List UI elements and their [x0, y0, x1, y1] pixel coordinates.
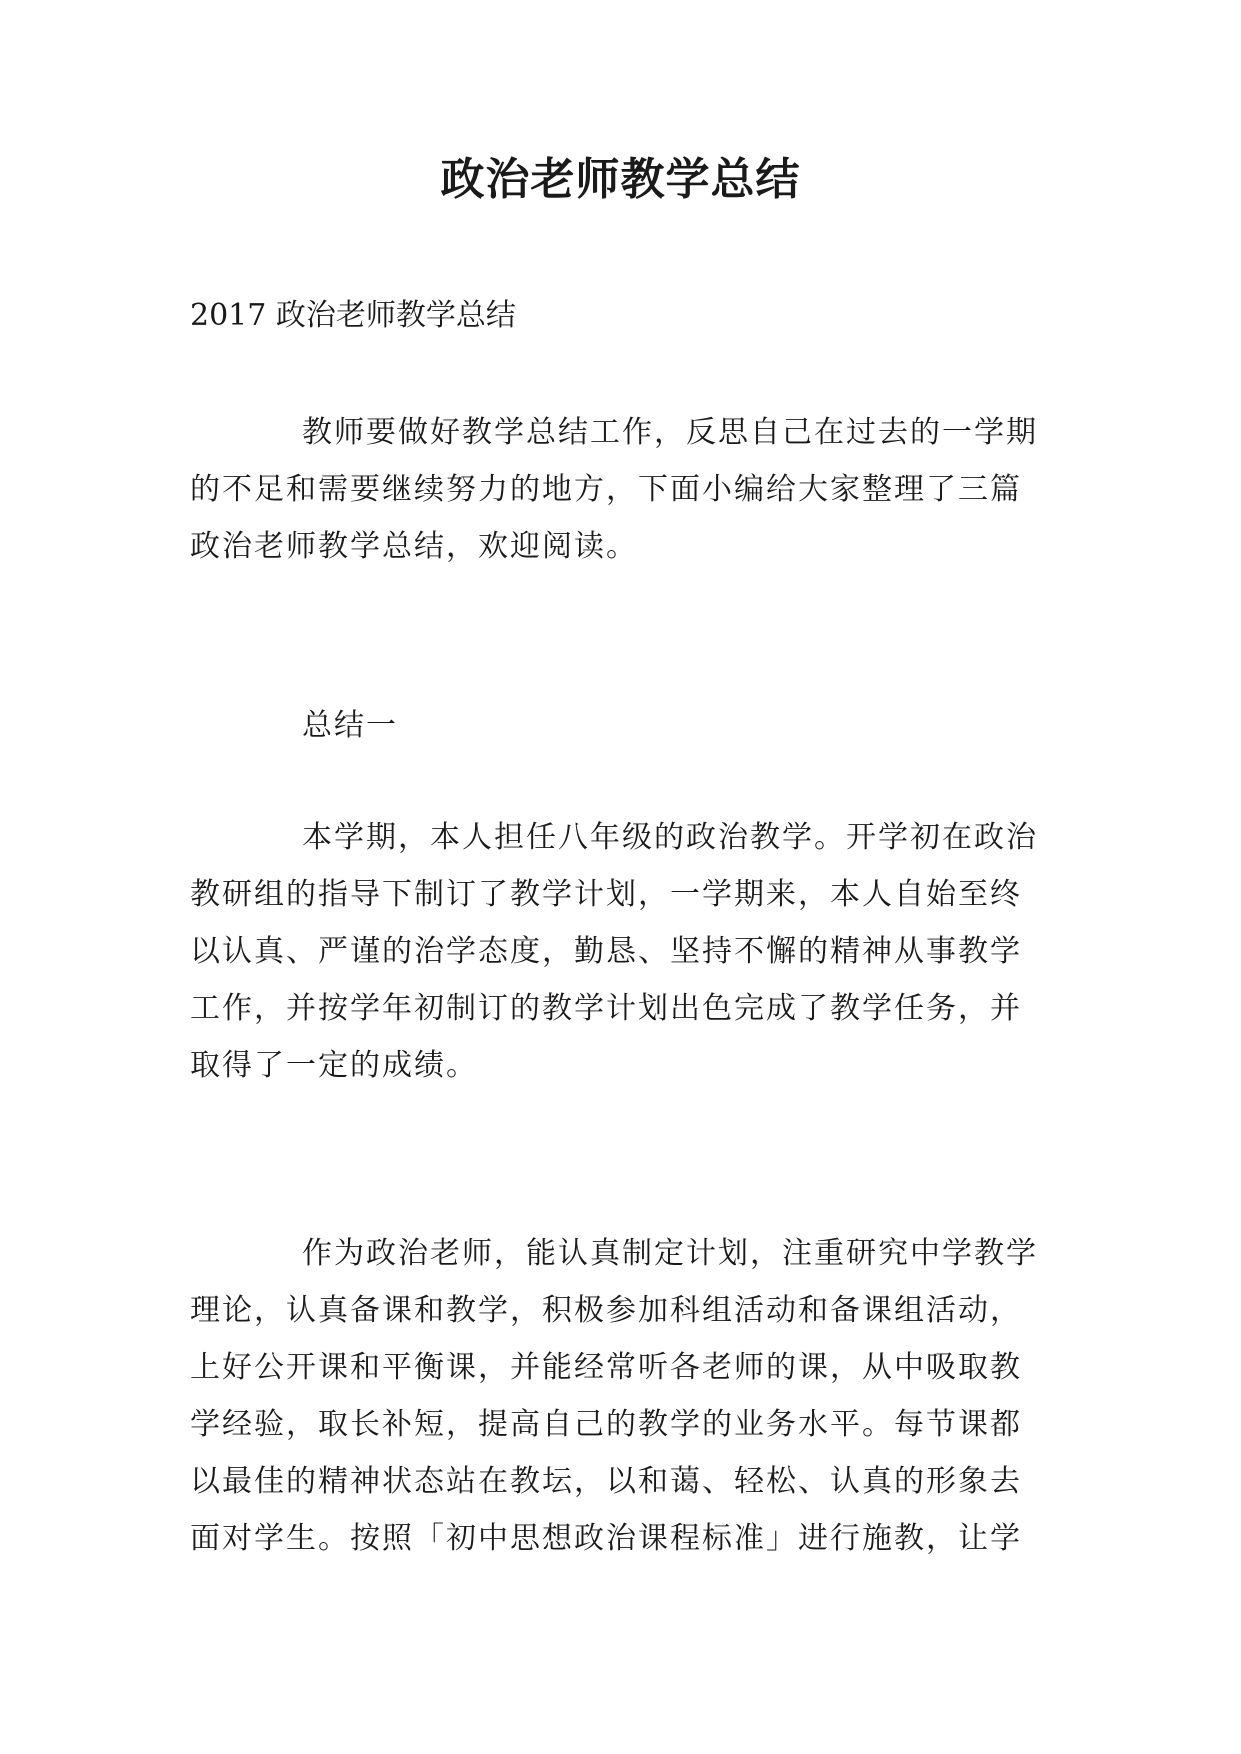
paragraph-line: 取得了一定的成绩。 — [190, 1048, 478, 1083]
intro-paragraph — [190, 404, 1052, 575]
paragraph-line: 学经验，取长补短，提高自己的教学的业务水平。每节课都 — [190, 1407, 1022, 1442]
document-subtitle: 2017 政治老师教学总结 — [190, 298, 516, 333]
paragraph-line: 本学期，本人担任八年级的政治教学。开学初在政治 — [302, 820, 1038, 855]
intro-line: 的不足和需要继续努力的地方，下面小编给大家整理了三篇 — [190, 472, 1022, 507]
intro-line: 教师要做好教学总结工作，反思自己在过去的一学期 — [302, 415, 1038, 450]
paragraph-two — [190, 1225, 1052, 1567]
intro-line: 政治老师教学总结，欢迎阅读。 — [190, 529, 638, 564]
paragraph-line: 工作，并按学年初制订的教学计划出色完成了教学任务，并 — [190, 991, 1022, 1026]
document-title: 政治老师教学总结 — [440, 154, 801, 205]
section-heading-text: 总结一 — [302, 708, 398, 743]
paragraph-line: 上好公开课和平衡课，并能经常听各老师的课，从中吸取教 — [190, 1350, 1022, 1385]
paragraph-line: 以最佳的精神状态站在教坛，以和蔼、轻松、认真的形象去 — [190, 1464, 1022, 1499]
paragraph-one — [190, 809, 1052, 1094]
paragraph-line: 教研组的指导下制订了教学计划，一学期来，本人自始至终 — [190, 877, 1022, 912]
paragraph-line: 面对学生。按照「初中思想政治课程标准」进行施教，让学 — [190, 1521, 1022, 1556]
paragraph-line: 理论，认真备课和教学，积极参加科组活动和备课组活动， — [190, 1293, 1022, 1328]
paragraph-line: 作为政治老师，能认真制定计划，注重研究中学教学 — [302, 1236, 1038, 1271]
section-heading — [190, 697, 1052, 754]
paragraph-line: 以认真、严谨的治学态度，勤恳、坚持不懈的精神从事教学 — [190, 934, 1022, 969]
